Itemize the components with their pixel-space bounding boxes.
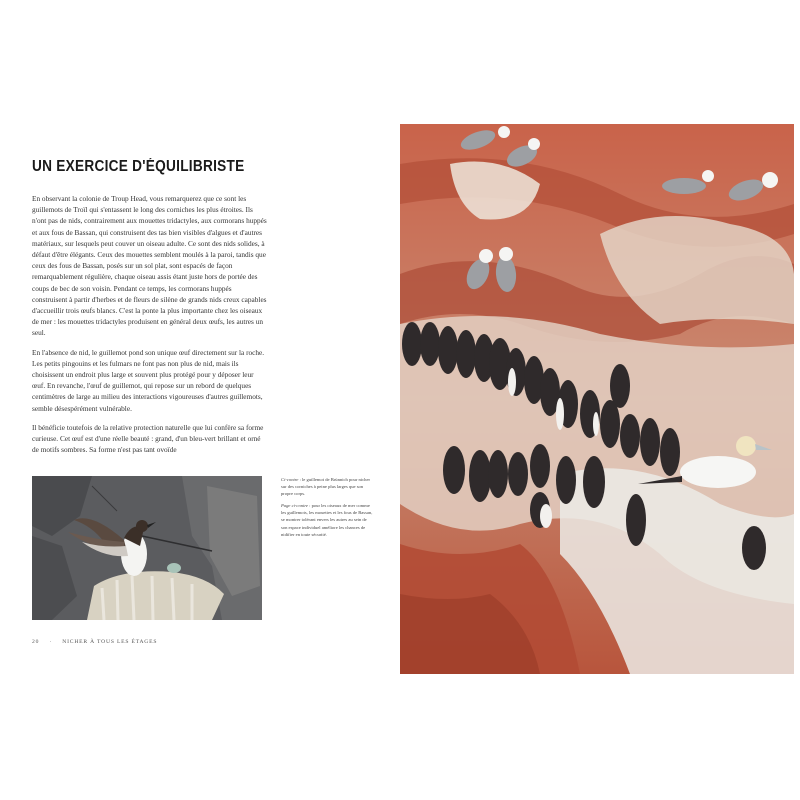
caption-second-lead: Page ci-contre	[281, 503, 308, 509]
page-title: UN EXERCICE D'ÉQUILIBRISTE	[32, 158, 245, 176]
caption-first-text: : le guillemot de Brünnich pour nicher sur des corniches à peine plus larges que son propre corps.	[281, 477, 371, 497]
section-title: NICHER À TOUS LES ÉTAGES	[62, 639, 158, 645]
caption-first	[281, 476, 373, 497]
caption-second	[281, 502, 373, 537]
photo-caption	[281, 476, 373, 543]
caption-second-text: : pour les oiseaux de mer comme les guillemots, les mouettes et les fous de Bassan, se montrer tolérant envers les autres au sein de son espace individuel améliore les chances de nidifier en toute sécurité.	[281, 503, 373, 537]
caption-first-lead: Ci-contre	[281, 477, 299, 482]
page-number: 20	[32, 639, 40, 645]
page-footer	[32, 639, 165, 645]
body-text	[32, 193, 268, 463]
paragraph: Il bénéficie toutefois de la relative protection naturelle que lui confère sa forme curieuse. Cet œuf est d'une réelle beauté : grand, d'un bleu-vert brillant et orné de motifs sombres. Sa forme n'est pas tant ovoïde	[32, 422, 264, 455]
paragraph: En l'absence de nid, le guillemot pond son unique œuf directement sur la roche. Les petits pingouins et les fulmars ne font pas non plus de nid, mais ils choisissent un endroit plus large et souvent plus protégé pour y déposer leur œuf. En revanche, l'œuf de guillemot, qui repose sur un rebord de quelques centimètres de large au milieu des interactions vigoureuses d'autres guillemots, semble désespérément vulnérable.	[32, 347, 265, 413]
paragraph: En observant la colonie de Troup Head, vous remarquerez que ce sont les guillemots de Troïl qui s'entassent le long des corniches les plus étroites. Ils n'ont pas de nids, contrairement aux mouettes tridactyles, aux cormorans huppés et aux fous de Bassan, qui construisent des tas bien visibles d'algues et d'autres matériaux, sur lesquels peut couver un oiseau adulte. Ce sont des nids solides, à défaut d'être élégants. Ceux des mouettes semblent moulés à la paroi, tandis que ceux des fous de Bassan, posés sur un sol plat, sont espacés de façon remarquablement régulière, chaque oiseau assis étant juste hors de portée des coups de bec de son voisin. Pendant ce temps, les cormorans huppés construisent à partir d'herbes et de fleurs de silène de grands nids creux capables d'accueillir trois œufs blancs. C'est la ponte la plus importante chez les oiseaux de mer : les mouettes tridactyles produisent en général deux œufs, les autres un seul.	[32, 194, 267, 338]
footer-separator: ·	[49, 639, 53, 645]
photo-seabird-cliff	[400, 124, 794, 674]
photo-guillemot-ledge	[32, 476, 262, 620]
